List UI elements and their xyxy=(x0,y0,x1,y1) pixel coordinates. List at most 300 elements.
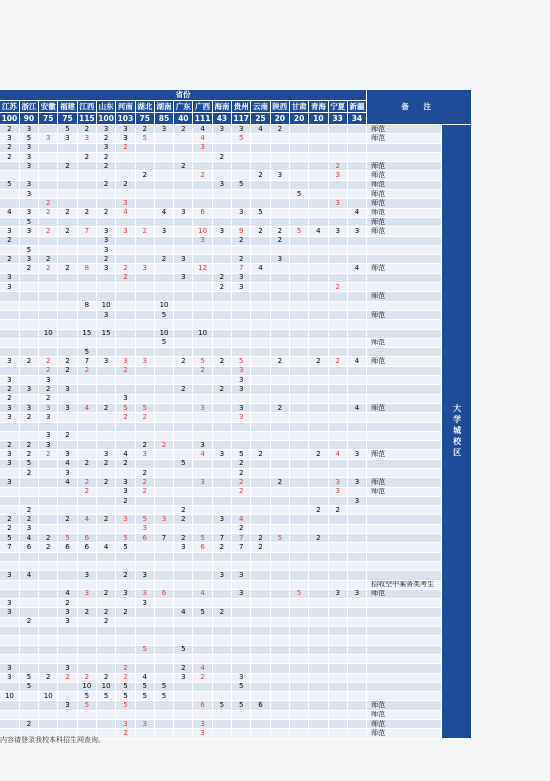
quota-cell xyxy=(19,636,38,645)
quota-cell: 2 xyxy=(58,357,77,366)
quota-cell xyxy=(174,134,193,143)
quota-cell xyxy=(309,580,328,589)
quota-cell xyxy=(96,283,115,292)
quota-cell xyxy=(232,245,251,254)
table-row xyxy=(0,710,472,719)
quota-cell xyxy=(309,692,328,701)
table-row xyxy=(0,515,472,524)
quota-cell xyxy=(309,561,328,570)
quota-cell xyxy=(328,338,347,347)
quota-cell xyxy=(328,264,347,273)
quota-cell xyxy=(116,654,135,663)
quota-cell: 3 xyxy=(347,227,366,236)
quota-cell: 7 xyxy=(232,264,251,273)
quota-cell xyxy=(174,487,193,496)
quota-cell xyxy=(154,245,173,254)
quota-cell xyxy=(232,645,251,654)
remark-cell xyxy=(367,692,442,701)
quota-cell xyxy=(19,645,38,654)
quota-cell: 2 xyxy=(251,543,270,552)
quota-cell xyxy=(135,422,154,431)
quota-cell: 4 xyxy=(58,459,77,468)
quota-cell xyxy=(58,627,77,636)
quota-cell: 5 xyxy=(174,459,193,468)
quota-cell xyxy=(347,338,366,347)
quota-cell xyxy=(96,376,115,385)
quota-cell xyxy=(328,645,347,654)
quota-cell xyxy=(116,599,135,608)
quota-cell xyxy=(328,692,347,701)
quota-cell: 4 xyxy=(347,357,366,366)
quota-cell xyxy=(116,162,135,171)
quota-cell: 3 xyxy=(0,357,19,366)
quota-cell xyxy=(154,599,173,608)
quota-cell xyxy=(347,561,366,570)
quota-cell: 5 xyxy=(135,645,154,654)
quota-cell: 4 xyxy=(347,403,366,412)
quota-cell: 3 xyxy=(212,125,231,134)
quota-cell xyxy=(328,208,347,217)
quota-cell xyxy=(289,729,308,738)
quota-cell xyxy=(232,506,251,515)
quota-cell: 2 xyxy=(0,236,19,245)
quota-cell: 2 xyxy=(77,608,96,617)
quota-cell xyxy=(251,190,270,199)
quota-cell xyxy=(347,487,366,496)
table-row xyxy=(0,487,472,496)
plan-rows xyxy=(0,125,472,739)
quota-cell xyxy=(135,431,154,440)
quota-cell xyxy=(270,487,289,496)
quota-cell xyxy=(193,617,212,626)
remark-cell: 师范 xyxy=(367,589,442,598)
quota-cell xyxy=(0,292,19,301)
quota-cell: 3 xyxy=(58,617,77,626)
quota-cell xyxy=(19,171,38,180)
quota-cell: 3 xyxy=(0,283,19,292)
table-row xyxy=(0,162,472,171)
quota-cell: 3 xyxy=(116,199,135,208)
quota-cell xyxy=(309,543,328,552)
quota-cell xyxy=(39,152,58,161)
quota-cell: 2 xyxy=(174,664,193,673)
quota-cell xyxy=(154,385,173,394)
quota-cell xyxy=(251,152,270,161)
quota-cell xyxy=(251,608,270,617)
quota-cell xyxy=(96,394,115,403)
quota-cell xyxy=(328,729,347,738)
quota-cell xyxy=(328,654,347,663)
quota-cell xyxy=(96,217,115,226)
table-row xyxy=(0,692,472,701)
quota-cell: 2 xyxy=(116,180,135,189)
quota-cell xyxy=(251,413,270,422)
quota-cell xyxy=(193,292,212,301)
quota-cell xyxy=(193,571,212,580)
table-row xyxy=(0,310,472,319)
quota-cell: 3 xyxy=(232,283,251,292)
quota-cell: 3 xyxy=(77,571,96,580)
quota-cell xyxy=(347,459,366,468)
province-group-label: 省份 xyxy=(0,90,367,101)
table-row xyxy=(0,720,472,729)
table-row xyxy=(0,329,472,338)
remark-cell: 师范 xyxy=(367,162,442,171)
quota-cell xyxy=(174,236,193,245)
quota-cell: 3 xyxy=(347,450,366,459)
quota-cell: 2 xyxy=(212,385,231,394)
table-row xyxy=(0,617,472,626)
quota-cell xyxy=(328,245,347,254)
quota-cell: 3 xyxy=(96,245,115,254)
table-row xyxy=(0,171,472,180)
quota-cell xyxy=(212,413,231,422)
quota-cell xyxy=(96,580,115,589)
remark-cell xyxy=(367,524,442,533)
quota-cell xyxy=(193,245,212,254)
quota-cell xyxy=(270,682,289,691)
table-row xyxy=(0,459,472,468)
quota-cell xyxy=(328,376,347,385)
quota-cell xyxy=(212,143,231,152)
quota-cell xyxy=(232,636,251,645)
quota-cell xyxy=(116,190,135,199)
quota-cell xyxy=(19,310,38,319)
quota-cell xyxy=(251,236,270,245)
table-row xyxy=(0,524,472,533)
remark-cell xyxy=(367,599,442,608)
quota-cell xyxy=(328,320,347,329)
quota-cell xyxy=(135,143,154,152)
quota-cell xyxy=(174,468,193,477)
quota-cell xyxy=(0,561,19,570)
quota-cell: 2 xyxy=(39,450,58,459)
quota-cell xyxy=(116,245,135,254)
quota-cell xyxy=(232,580,251,589)
quota-cell: 2 xyxy=(39,385,58,394)
quota-cell xyxy=(251,273,270,282)
quota-cell xyxy=(309,152,328,161)
quota-cell: 6 xyxy=(77,534,96,543)
quota-cell: 4 xyxy=(232,515,251,524)
table-row xyxy=(0,357,472,366)
quota-cell xyxy=(289,273,308,282)
quota-cell xyxy=(328,403,347,412)
remark-cell: 师范 xyxy=(367,487,442,496)
quota-cell xyxy=(212,561,231,570)
quota-cell xyxy=(328,561,347,570)
quota-cell xyxy=(212,208,231,217)
quota-cell: 4 xyxy=(0,208,19,217)
quota-cell xyxy=(212,580,231,589)
quota-cell: 2 xyxy=(77,366,96,375)
quota-cell: 2 xyxy=(193,366,212,375)
quota-cell xyxy=(270,422,289,431)
quota-cell xyxy=(328,301,347,310)
quota-cell xyxy=(212,552,231,561)
quota-cell xyxy=(0,190,19,199)
quota-cell xyxy=(96,413,115,422)
quota-cell xyxy=(19,366,38,375)
quota-cell xyxy=(251,376,270,385)
quota-cell xyxy=(309,310,328,319)
quota-cell: 2 xyxy=(135,487,154,496)
quota-cell xyxy=(58,524,77,533)
quota-cell xyxy=(19,329,38,338)
quota-cell xyxy=(251,459,270,468)
quota-cell xyxy=(212,292,231,301)
quota-cell xyxy=(58,561,77,570)
quota-cell xyxy=(174,227,193,236)
quota-cell: 3 xyxy=(58,385,77,394)
quota-cell xyxy=(289,524,308,533)
remark-cell: 师范 xyxy=(367,710,442,719)
quota-cell xyxy=(58,692,77,701)
quota-cell: 3 xyxy=(135,571,154,580)
quota-cell xyxy=(251,496,270,505)
quota-cell xyxy=(289,245,308,254)
quota-cell: 6 xyxy=(193,543,212,552)
quota-cell: 3 xyxy=(193,478,212,487)
quota-cell xyxy=(154,543,173,552)
quota-cell xyxy=(58,338,77,347)
quota-cell xyxy=(347,692,366,701)
quota-cell xyxy=(232,348,251,357)
quota-cell: 3 xyxy=(154,125,173,134)
quota-cell xyxy=(135,236,154,245)
quota-cell xyxy=(347,682,366,691)
quota-cell: 3 xyxy=(193,236,212,245)
quota-cell: 2 xyxy=(19,357,38,366)
quota-cell xyxy=(154,701,173,710)
quota-cell: 5 xyxy=(77,701,96,710)
quota-cell xyxy=(0,710,19,719)
quota-cell xyxy=(289,468,308,477)
quota-cell: 3 xyxy=(116,515,135,524)
quota-cell xyxy=(116,338,135,347)
quota-cell xyxy=(347,710,366,719)
quota-cell: 3 xyxy=(270,171,289,180)
quota-cell: 2 xyxy=(116,664,135,673)
quota-cell xyxy=(212,617,231,626)
quota-cell: 4 xyxy=(193,589,212,598)
table-row xyxy=(0,236,472,245)
quota-cell xyxy=(270,143,289,152)
quota-cell: 7 xyxy=(154,534,173,543)
quota-cell xyxy=(154,468,173,477)
quota-cell xyxy=(309,245,328,254)
remark-cell xyxy=(367,376,442,385)
table-row xyxy=(0,654,472,663)
quota-cell xyxy=(347,292,366,301)
quota-cell: 3 xyxy=(0,664,19,673)
quota-cell xyxy=(309,180,328,189)
quota-cell xyxy=(174,180,193,189)
quota-cell: 2 xyxy=(77,152,96,161)
quota-cell xyxy=(193,654,212,663)
quota-cell xyxy=(154,627,173,636)
quota-cell xyxy=(135,580,154,589)
quota-cell xyxy=(39,162,58,171)
table-row xyxy=(0,125,472,134)
quota-cell: 2 xyxy=(19,413,38,422)
quota-cell xyxy=(347,654,366,663)
quota-cell xyxy=(19,692,38,701)
quota-cell: 2 xyxy=(174,506,193,515)
quota-cell xyxy=(77,617,96,626)
quota-cell: 2 xyxy=(0,143,19,152)
remark-cell xyxy=(367,673,442,682)
quota-cell: 2 xyxy=(116,673,135,682)
quota-cell xyxy=(309,478,328,487)
table-row xyxy=(0,292,472,301)
quota-cell: 5 xyxy=(193,534,212,543)
quota-cell xyxy=(0,162,19,171)
quota-cell xyxy=(289,673,308,682)
quota-cell xyxy=(309,338,328,347)
quota-cell xyxy=(289,496,308,505)
quota-cell xyxy=(19,273,38,282)
quota-cell xyxy=(39,283,58,292)
quota-cell: 10 xyxy=(96,301,115,310)
quota-cell: 3 xyxy=(58,664,77,673)
quota-cell xyxy=(328,422,347,431)
quota-cell: 4 xyxy=(154,208,173,217)
quota-cell xyxy=(289,692,308,701)
quota-cell: 2 xyxy=(96,617,115,626)
quota-cell xyxy=(270,608,289,617)
quota-cell xyxy=(154,236,173,245)
quota-cell xyxy=(232,320,251,329)
quota-cell xyxy=(116,468,135,477)
quota-cell xyxy=(135,394,154,403)
quota-cell xyxy=(251,487,270,496)
table-row xyxy=(0,152,472,161)
quota-cell xyxy=(116,255,135,264)
quota-cell xyxy=(58,636,77,645)
quota-cell xyxy=(328,720,347,729)
province-total: 90 xyxy=(19,113,38,125)
quota-cell: 3 xyxy=(328,199,347,208)
quota-cell: 5 xyxy=(154,338,173,347)
quota-cell: 2 xyxy=(96,162,115,171)
quota-cell xyxy=(135,245,154,254)
quota-cell xyxy=(77,561,96,570)
remark-cell: 师范 xyxy=(367,403,442,412)
quota-cell xyxy=(193,385,212,394)
quota-cell xyxy=(96,534,115,543)
quota-cell: 3 xyxy=(96,310,115,319)
quota-cell xyxy=(328,534,347,543)
quota-cell xyxy=(309,468,328,477)
quota-cell: 3 xyxy=(0,571,19,580)
quota-cell xyxy=(193,468,212,477)
quota-cell: 2 xyxy=(251,227,270,236)
remark-cell xyxy=(367,236,442,245)
quota-cell xyxy=(328,459,347,468)
quota-cell: 2 xyxy=(212,273,231,282)
quota-cell xyxy=(193,506,212,515)
quota-cell xyxy=(77,190,96,199)
table-row xyxy=(0,394,472,403)
quota-cell: 5 xyxy=(77,348,96,357)
quota-cell xyxy=(0,617,19,626)
quota-cell xyxy=(154,366,173,375)
quota-cell xyxy=(232,654,251,663)
quota-cell: 3 xyxy=(19,403,38,412)
quota-cell xyxy=(174,152,193,161)
quota-cell xyxy=(309,208,328,217)
quota-cell xyxy=(116,292,135,301)
quota-cell xyxy=(174,682,193,691)
quota-cell xyxy=(77,496,96,505)
quota-cell: 2 xyxy=(19,515,38,524)
quota-cell xyxy=(96,701,115,710)
quota-cell: 2 xyxy=(135,125,154,134)
quota-cell xyxy=(193,338,212,347)
quota-cell xyxy=(19,199,38,208)
quota-cell xyxy=(193,580,212,589)
quota-cell: 5 xyxy=(116,534,135,543)
quota-cell xyxy=(174,366,193,375)
quota-cell xyxy=(270,199,289,208)
quota-cell xyxy=(289,478,308,487)
quota-cell xyxy=(289,710,308,719)
quota-cell: 2 xyxy=(58,227,77,236)
quota-cell xyxy=(309,376,328,385)
quota-cell xyxy=(154,422,173,431)
quota-cell: 4 xyxy=(116,450,135,459)
quota-cell xyxy=(347,571,366,580)
quota-cell xyxy=(39,720,58,729)
quota-cell: 5 xyxy=(270,534,289,543)
quota-cell xyxy=(135,162,154,171)
remark-cell xyxy=(367,255,442,264)
quota-cell xyxy=(116,431,135,440)
quota-cell: 5 xyxy=(58,125,77,134)
quota-cell: 5 xyxy=(289,190,308,199)
quota-cell: 10 xyxy=(154,301,173,310)
quota-cell: 10 xyxy=(193,329,212,338)
province-name: 山东 xyxy=(96,101,115,113)
quota-cell: 3 xyxy=(135,264,154,273)
quota-cell xyxy=(251,162,270,171)
quota-cell: 2 xyxy=(96,673,115,682)
table-row xyxy=(0,264,472,273)
quota-cell xyxy=(193,627,212,636)
quota-cell xyxy=(251,627,270,636)
quota-cell: 5 xyxy=(289,589,308,598)
quota-cell xyxy=(135,255,154,264)
quota-cell xyxy=(270,264,289,273)
quota-cell xyxy=(289,413,308,422)
table-row xyxy=(0,673,472,682)
quota-cell xyxy=(309,729,328,738)
quota-cell xyxy=(193,217,212,226)
quota-cell: 2 xyxy=(58,599,77,608)
quota-cell: 5 xyxy=(174,645,193,654)
quota-cell xyxy=(251,692,270,701)
quota-cell xyxy=(309,366,328,375)
quota-cell xyxy=(77,413,96,422)
remark-cell xyxy=(367,571,442,580)
quota-cell: 2 xyxy=(232,524,251,533)
quota-cell xyxy=(135,664,154,673)
quota-cell xyxy=(212,301,231,310)
quota-cell: 2 xyxy=(309,534,328,543)
quota-cell: 3 xyxy=(232,385,251,394)
quota-cell: 10 xyxy=(193,227,212,236)
